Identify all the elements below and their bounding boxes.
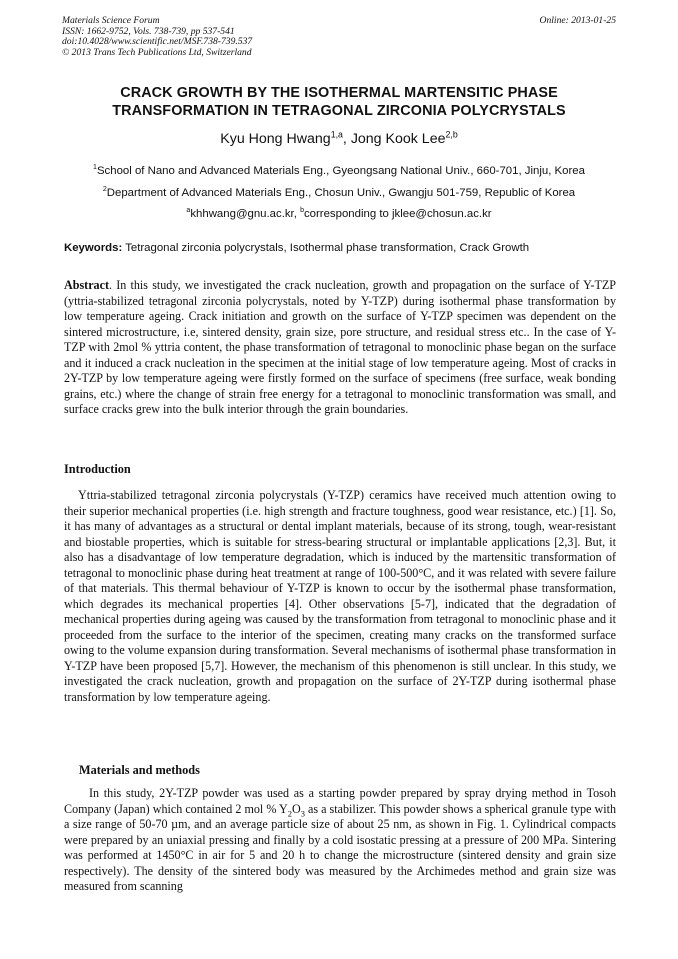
keywords-label: Keywords: [64, 242, 123, 254]
title-line-1: CRACK GROWTH BY THE ISOTHERMAL MARTENSITIC PHASE [120, 85, 558, 101]
author-2: Jong Kook Lee [350, 131, 446, 147]
abstract-label: Abstract [64, 278, 110, 292]
email-a-marker: a [186, 207, 191, 215]
title-line-2: TRANSFORMATION IN TETRAGONAL ZIRCONIA POLYCRYSTALS [112, 103, 566, 119]
methods-text-post: as a stabilizer. This powder shows a spherical granule type with a size range of 50-70 µm, and an average particle size of about 25 nm, as shown in Fig. 1. Cylindrical compacts were prepared by an uniaxial pressing and finally by a cold isostatic pressing at a pressure of 200 MPa. Sintering was performed at 1450°C in air for 5 and 20 h to change the microstructure (sintered density and grain size respectively). The density of the sintered body was measured by the Archimedes method and grain size was measured from scanning [64, 801, 616, 893]
email-b[interactable]: corresponding to jklee@chosun.ac.kr [303, 208, 492, 220]
abstract-text: . In this study, we investigated the crack nucleation, growth and propagation on the surface of Y-TZP (yttria-stabilized tetragonal zirconia polycrystals, noted by Y-TZP) during isothermal phase transformation by low temperature ageing. Crack initiation and growth on the surface of Y-TZP specimen was dependent on the sintered microstructure, i.e, sintered density, grain size, pore structure, and residual stress etc.. In the case of Y-TZP with 2mol % yttria content, the phase transformation of tetragonal to monoclinic phase began on the surface and it induced a crack nucleation in the specimen at the initial stage of low temperature ageing. Most of cracks in 2Y-TZP by low temperature ageing were firstly formed on the surface of specimens (free surface, weak bonding grains, etc.) where the change of strain free energy for a tetragonal to monoclinic transformation was small, and surface cracks grew into the bulk interior through the grain boundaries. [64, 278, 616, 416]
journal-header [62, 16, 616, 58]
methods-text-mid: O [291, 801, 301, 816]
journal-name: Materials Science Forum [62, 15, 160, 26]
affiliation-2-marker: 2 [102, 186, 107, 194]
author-2-affiliation-marker: 2,b [445, 129, 458, 140]
affiliation-1 [30, 164, 648, 178]
affiliation-2-text: Department of Advanced Materials Eng., Chosun Univ., Gwangju 501-759, Republic of Korea [106, 187, 576, 199]
copyright-line: © 2013 Trans Tech Publications Ltd, Switzerland [62, 46, 252, 58]
methods-heading: Materials and methods [79, 763, 200, 777]
introduction-text: Yttria-stabilized tetragonal zirconia polycrystals (Y-TZP) ceramics have received much attention owing to their superior mechanical properties (i.e. high strength and fracture toughness, good wear resistance, etc.) [1]. So, it has many of advantages as a structural or dental implant materials, because of its strong, tough, wear-resistant and biostable properties, which is suitable for stress-bearing structural or implantable applications [2,3]. But, it also has a disadvantage of low temperature degradation, which is induced by the martensitic transformation of tetragonal to monoclinic phase during heat treatment at range of 100-500°C, and it was related with severe failure of that materials. This thermal behaviour of Y-TZP is known to occur by the isothermal phase transformation, which degrades its mechanical properties [4]. Other observations [5-7], indicated that the degradation of mechanical properties during ageing was caused by the transformation from tetragonal to monoclinic phase and it proceeded from the surface to the interior of the specimen, creating many cracks on the transformed surface owing to the volume expansion during transformation. Several mechanisms of isothermal phase transformation in Y-TZP have been proposed [5,7]. However, the mechanism of this phenomenon is still unclear. In this study, we investigated the crack nucleation, growth and propagation on the surface of 2Y-TZP during isothermal phase transformation by low temperature ageing. [64, 488, 616, 704]
online-date: Online: 2013-01-25 [539, 15, 616, 26]
email-line [30, 207, 648, 221]
affiliation-1-text: School of Nano and Advanced Materials Eng., Gyeongsang National Univ., 660-701, Jinju, Korea [96, 165, 585, 177]
methods-text [64, 786, 616, 895]
issn-line: ISSN: 1662-9752, Vols. 738-739, pp 537-541 [62, 25, 235, 37]
email-b-marker: b [300, 207, 304, 215]
affiliation-1-marker: 1 [93, 164, 97, 172]
introduction-heading: Introduction [64, 462, 131, 476]
affiliation-2 [30, 186, 648, 200]
keywords-text: Tetragonal zirconia polycrystals, Isothermal phase transformation, Crack Growth [122, 242, 530, 254]
author-separator: , [342, 131, 351, 147]
abstract [64, 278, 616, 418]
methods-subscript-1: 2 [287, 807, 292, 818]
methods-subscript-2: 3 [300, 807, 305, 818]
author-list [40, 130, 638, 148]
email-a[interactable]: khhwang@gnu.ac.kr, [190, 208, 301, 220]
methods-text-pre: In this study, 2Y-TZP powder was used as a starting powder prepared by spray drying method in Tosoh Company (Japan) which contained 2 mol % Y [64, 786, 616, 816]
author-1-affiliation-marker: 1,a [330, 129, 343, 140]
doi-line[interactable]: doi:10.4028/www.scientific.net/MSF.738-739.537 [62, 36, 253, 48]
paper-title [40, 84, 638, 120]
keywords [64, 241, 616, 255]
author-1: Kyu Hong Hwang [220, 131, 331, 147]
